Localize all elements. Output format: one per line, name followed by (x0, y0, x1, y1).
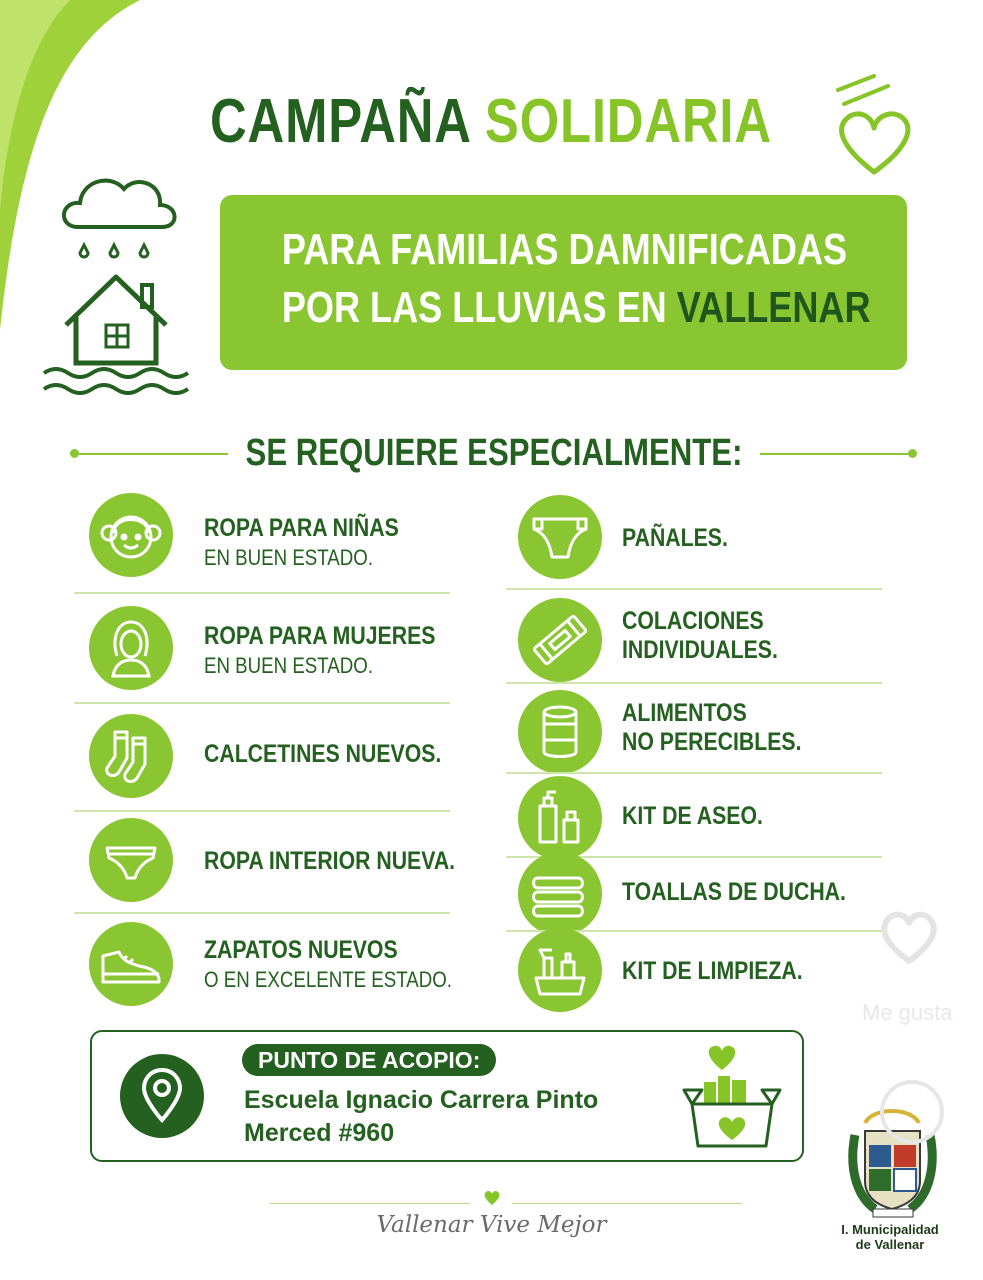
divider (506, 588, 882, 590)
banner-line-1: PARA FAMILIAS DAMNIFICADAS (281, 225, 848, 274)
girl-face-icon (89, 493, 173, 577)
divider (506, 772, 882, 774)
can-icon (518, 690, 602, 774)
divider (74, 592, 450, 594)
footer-line-left (270, 1203, 470, 1204)
diaper-icon (518, 495, 602, 579)
location-pin-icon (120, 1054, 204, 1138)
collection-point-box (90, 1030, 804, 1162)
slogan: Vallenar Vive Mejor (376, 1212, 607, 1238)
campaign-title: CAMPAÑA SOLIDARIA (210, 87, 772, 156)
flooded-house-icon (38, 165, 193, 400)
collection-point-label: PUNTO DE ACOPIO: (242, 1044, 496, 1076)
heart-icon (830, 70, 920, 180)
underwear-icon (89, 818, 173, 902)
cleaning-kit-icon (518, 928, 602, 1012)
like-heart-icon[interactable] (876, 905, 942, 967)
socks-icon (89, 714, 173, 798)
divider (74, 810, 450, 812)
section-title: SE REQUIERE ESPECIALMENTE: (245, 432, 743, 474)
towels-icon (518, 852, 602, 936)
collection-point-address: Escuela Ignacio Carrera Pinto Merced #960 (244, 1086, 599, 1147)
snack-bar-icon (518, 598, 602, 682)
campaign-banner (220, 195, 907, 370)
banner-line-2: POR LAS LLUVIAS EN VALLENAR (281, 283, 871, 332)
divider (74, 702, 450, 704)
woman-icon (89, 606, 173, 690)
section-dot-right (908, 449, 917, 458)
divider (74, 912, 450, 914)
donation-box-icon (682, 1042, 782, 1152)
footer-line-right (512, 1203, 742, 1204)
divider (506, 682, 882, 684)
sneaker-icon (89, 922, 173, 1006)
comment-icon[interactable] (880, 1080, 944, 1144)
like-label: Me gusta (862, 1000, 953, 1025)
toiletries-icon (518, 776, 602, 860)
heart-icon (483, 1188, 501, 1206)
section-header (70, 428, 918, 478)
municipality-name: I. Municipalidad de Vallenar (841, 1222, 939, 1252)
